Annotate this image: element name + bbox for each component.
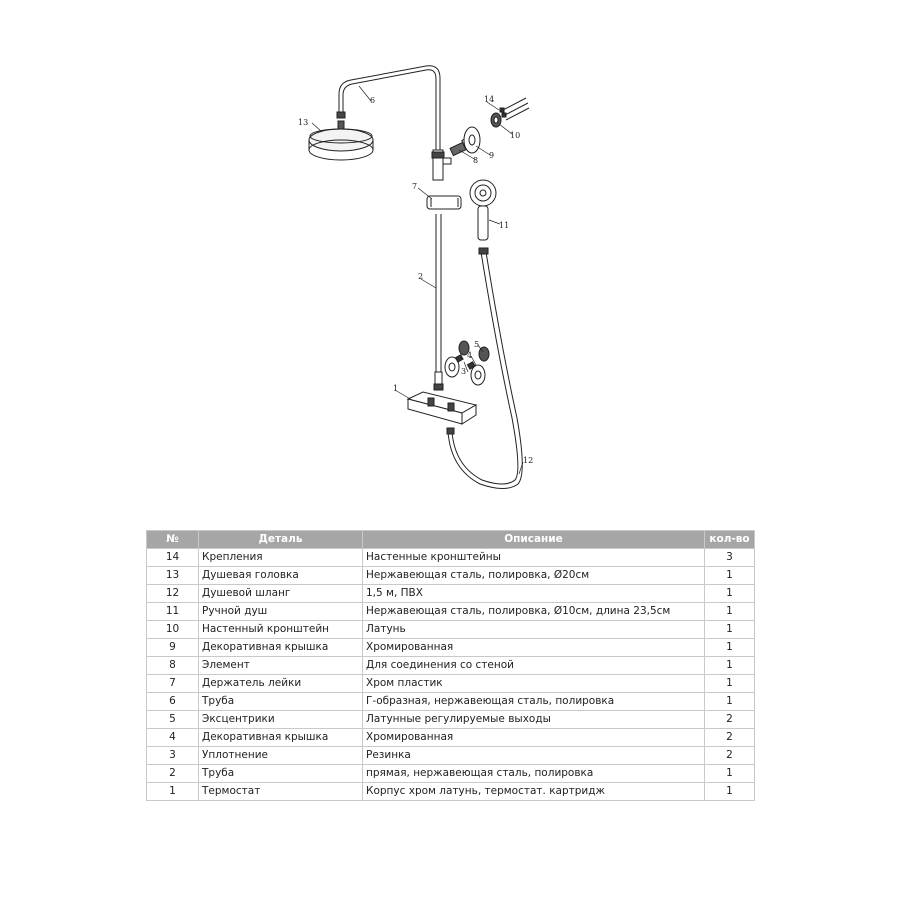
callout-5: 5 <box>474 340 480 349</box>
cell-part: Элемент <box>199 657 363 675</box>
callout-10: 10 <box>510 131 521 140</box>
cell-quantity: 1 <box>705 783 755 801</box>
rain-shower-head <box>309 121 373 160</box>
table-row <box>147 711 755 729</box>
cell-number: 14 <box>147 549 199 567</box>
cell-number: 5 <box>147 711 199 729</box>
cell-description: Г-образная, нержавеющая сталь, полировка <box>363 693 705 711</box>
callout-12: 12 <box>523 456 534 465</box>
cell-number: 1 <box>147 783 199 801</box>
callout-2: 2 <box>418 272 424 281</box>
table-row <box>147 675 755 693</box>
cell-description: 1,5 м, ПВХ <box>363 585 705 603</box>
cell-part: Настенный кронштейн <box>199 621 363 639</box>
cell-part: Уплотнение <box>199 747 363 765</box>
cell-description: Нержавеющая сталь, полировка, Ø10см, длина 23,5см <box>363 603 705 621</box>
table-row <box>147 639 755 657</box>
cell-description: Хромированная <box>363 639 705 657</box>
table-row <box>147 549 755 567</box>
hand-shower <box>470 180 496 240</box>
cell-description: Нержавеющая сталь, полировка, Ø20см <box>363 567 705 585</box>
cell-part: Душевой шланг <box>199 585 363 603</box>
cell-part: Крепления <box>199 549 363 567</box>
table-row <box>147 621 755 639</box>
callout-9: 9 <box>489 151 495 160</box>
cell-quantity: 2 <box>705 747 755 765</box>
callout-6: 6 <box>370 96 376 105</box>
table-header-row <box>147 531 755 549</box>
header-number: № <box>147 531 199 549</box>
callout-1: 1 <box>393 384 399 393</box>
cell-number: 10 <box>147 621 199 639</box>
table-row <box>147 603 755 621</box>
cell-part: Труба <box>199 765 363 783</box>
table-row <box>147 765 755 783</box>
cell-quantity: 1 <box>705 639 755 657</box>
table-row <box>147 657 755 675</box>
hand-shower-holder <box>427 196 461 209</box>
table-row <box>147 783 755 801</box>
cell-description: прямая, нержавеющая сталь, полировка <box>363 765 705 783</box>
cell-quantity: 1 <box>705 621 755 639</box>
cell-number: 7 <box>147 675 199 693</box>
cell-quantity: 2 <box>705 711 755 729</box>
table-row <box>147 567 755 585</box>
cell-description: Латунные регулируемые выходы <box>363 711 705 729</box>
cell-number: 9 <box>147 639 199 657</box>
cell-number: 6 <box>147 693 199 711</box>
callout-14: 14 <box>484 95 495 104</box>
cell-part: Ручной душ <box>199 603 363 621</box>
callout-8: 8 <box>473 156 479 165</box>
cell-number: 4 <box>147 729 199 747</box>
table-row <box>147 693 755 711</box>
cell-quantity: 1 <box>705 603 755 621</box>
parts-table <box>146 530 755 801</box>
riser-connector <box>432 150 451 180</box>
table-row <box>147 747 755 765</box>
cell-description: Резинка <box>363 747 705 765</box>
cell-quantity: 1 <box>705 765 755 783</box>
wall-bracket <box>491 113 501 127</box>
callout-11: 11 <box>499 221 510 230</box>
cell-part: Декоративная крышка <box>199 639 363 657</box>
table-row <box>147 729 755 747</box>
cell-description: Корпус хром латунь, термостат. картридж <box>363 783 705 801</box>
decorative-cover-top <box>464 127 480 153</box>
cell-number: 11 <box>147 603 199 621</box>
callout-3: 3 <box>461 367 467 376</box>
cell-number: 13 <box>147 567 199 585</box>
cell-part: Термостат <box>199 783 363 801</box>
cell-quantity: 1 <box>705 675 755 693</box>
cell-quantity: 1 <box>705 585 755 603</box>
cell-quantity: 1 <box>705 657 755 675</box>
table-row <box>147 585 755 603</box>
callout-4: 4 <box>467 351 473 360</box>
thermostat-body <box>408 392 476 424</box>
fixings <box>500 98 529 120</box>
cell-quantity: 1 <box>705 567 755 585</box>
cell-quantity: 3 <box>705 549 755 567</box>
cell-part: Эксцентрики <box>199 711 363 729</box>
cell-part: Декоративная крышка <box>199 729 363 747</box>
cell-part: Держатель лейки <box>199 675 363 693</box>
cell-description: Латунь <box>363 621 705 639</box>
cell-part: Душевая головка <box>199 567 363 585</box>
callout-13: 13 <box>298 118 309 127</box>
straight-pipe <box>434 214 443 390</box>
cell-number: 3 <box>147 747 199 765</box>
cell-description: Для соединения со стеной <box>363 657 705 675</box>
header-quantity: кол-во <box>705 531 755 549</box>
cell-description: Хром пластик <box>363 675 705 693</box>
cell-number: 8 <box>147 657 199 675</box>
cell-part: Труба <box>199 693 363 711</box>
header-part: Деталь <box>199 531 363 549</box>
cell-description: Настенные кронштейны <box>363 549 705 567</box>
cell-description: Хромированная <box>363 729 705 747</box>
cell-number: 2 <box>147 765 199 783</box>
cell-quantity: 2 <box>705 729 755 747</box>
callout-7: 7 <box>412 182 418 191</box>
header-description: Описание <box>363 531 705 549</box>
cell-quantity: 1 <box>705 693 755 711</box>
cell-number: 12 <box>147 585 199 603</box>
